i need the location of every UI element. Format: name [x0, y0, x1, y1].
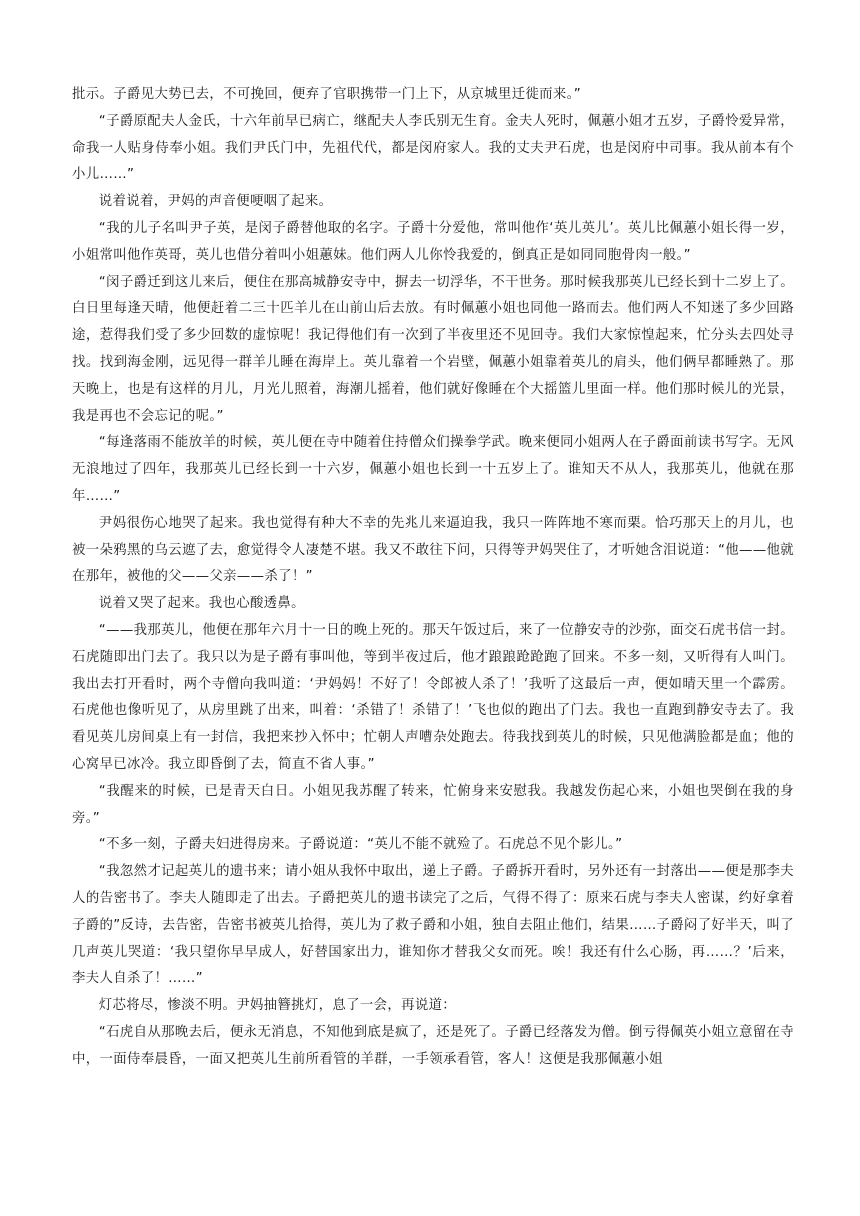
paragraph-13: 灯芯将尽，惨淡不明。尹妈抽簪挑灯，息了一会，再说道： [98, 998, 457, 1014]
paragraph-8: 说着又哭了起来。我也心酸透鼻。 [98, 596, 305, 612]
paragraph-14: “石虎自从那晚去后，便永无消息，不知他到底是疯了，还是死了。子爵已经落发为僧。倒亏得佩英小姐立意留在寺中，一面侍奉晨昏，一面又把英儿生前所看管的羊群，一手领承看管，客人！这便是我那佩蕙小姐 [72, 1024, 794, 1067]
paragraph-10: “我醒来的时候，已是青天白日。小姐见我苏醒了转来，忙俯身来安慰我。我越发伤起心来，小姐也哭倒在我的身旁。” [72, 783, 794, 826]
document-page [72, 82, 794, 1073]
paragraph-11: “不多一刻，子爵夫妇进得房来。子爵说道：“英儿不能不就殓了。石虎总不见个影儿。” [98, 837, 623, 853]
paragraph-3: 说着说着，尹妈的声音便哽咽了起来。 [98, 194, 333, 210]
paragraph-4: “我的儿子名叫尹子英，是闵子爵替他取的名字。子爵十分爱他，常叫他作‘英儿英儿’。英儿比佩蕙小姐长得一岁，小姐常叫他作英哥，英儿也借分着叫小姐蕙妹。他们两人儿你怜我爱的，倒真正是如同同胞骨肉一般。” [72, 220, 794, 263]
paragraph-5: “闵子爵迁到这儿来后，便住在那高城静安寺中，摒去一切浮华，不干世务。那时候我那英儿已经长到十二岁上了。白日里每逢天晴，他便赶着二三十匹羊儿在山前山后去放。有时佩蕙小姐也同他一路而去。他们两人不知迷了多少回路途，惹得我们受了多少回数的虚惊呢！我记得他们有一次到了半夜里还不见回寺。我们大家惊惶起来，忙分头去四处寻找。找到海金刚，远见得一群羊儿睡在海岸上。英儿靠着一个岩壁，佩蕙小姐靠着英儿的肩头，他们俩早都睡熟了。那天晚上，也是有这样的月儿，月光儿照着，海潮儿摇着，他们就好像睡在个大摇篮儿里面一样。他们那时候儿的光景，我是再也不会忘记的呢。” [72, 274, 794, 424]
paragraph-7: 尹妈很伤心地哭了起来。我也觉得有种大不幸的先兆儿来逼迫我，我只一阵阵地不寒而栗。恰巧那天上的月儿，也被一朵鸦黑的乌云遮了去，愈觉得令人凄楚不堪。我又不敢往下问，只得等尹妈哭住了，才听她含泪说道：“他——他就在那年，被他的父——父亲——杀了！” [72, 515, 794, 585]
paragraph-1: 批示。子爵见大势已去，不可挽回，便弃了官职携带一门上下，从京城里迁徙而来。” [72, 87, 581, 102]
paragraph-9: “——我那英儿，他便在那年六月十一日的晚上死的。那天午饭过后，来了一位静安寺的沙弥，面交石虎书信一封。石虎随即出门去了。我只以为是子爵有事叫他，等到半夜过后，他才踉踉跄跄跑了回来。不多一刻，又听得有人叫门。我出去打开看时，两个寺僧向我叫道：‘尹妈妈！不好了！令郎被人杀了！’我听了这最后一声，便如晴天里一个霹雳。石虎他也像听见了，从房里跳了出来，叫着：‘杀错了！杀错了！’飞也似的跑出了门去。我也一直跑到静安寺去了。我看见英儿房间桌上有一封信，我把来抄入怀中；忙朝人声嘈杂处跑去。待我找到英儿的时候，只见他满脸都是血；他的心窝早已冰冷。我立即昏倒了去，简直不省人事。” [72, 622, 794, 772]
paragraph-6: “每逢落雨不能放羊的时候，英儿便在寺中随着住持僧众们操拳学武。晚来便同小姐两人在子爵面前读书写字。无风无浪地过了四年，我那英儿已经长到一十六岁，佩蕙小姐也长到一十五岁上了。谁知天不从人，我那英儿，他就在那年……” [72, 435, 794, 504]
paragraph-12: “我忽然才记起英儿的遗书来；请小姐从我怀中取出，递上子爵。子爵拆开看时，另外还有一封落出——便是那李夫人的告密书了。李夫人随即走了出去。子爵把英儿的遗书读完了之后，气得不得了：原来石虎与李夫人密谋，约好拿着子爵的”反诗，去告密，告密书被英儿拾得，英儿为了救子爵和小姐，独自去阻止他们，结果……子爵闷了好半天，叫了几声英儿哭道：‘我只望你早早成人，好替国家出力，谁知你才替我父女而死。唉！我还有什么心肠，再……？’后来，李夫人自杀了！……” [72, 864, 794, 987]
paragraph-2: “子爵原配夫人金氏，十六年前早已病亡，继配夫人李氏别无生育。金夫人死时，佩蕙小姐才五岁，子爵怜爱异常，命我一人贴身侍奉小姐。我们尹氏门中，先祖代代，都是闵府家人。我的丈夫尹石虎，也是闵府中司事。我从前本有个小儿……” [72, 113, 794, 183]
